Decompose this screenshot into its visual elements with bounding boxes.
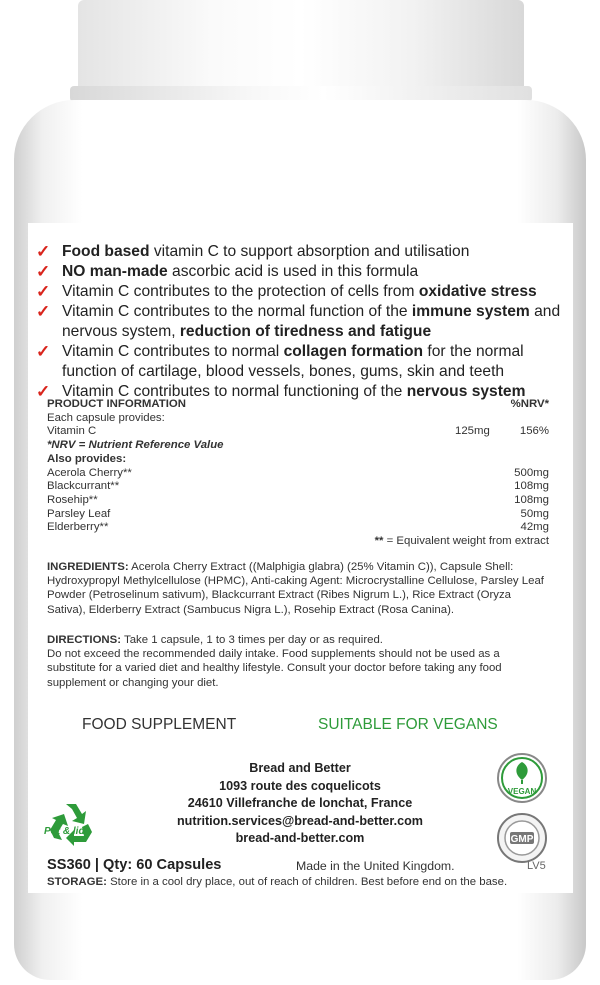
storage-info: STORAGE: Store in a cool dry place, out of reach of children. Best before end on the base.: [47, 876, 508, 888]
company-address: Bread and Better 1093 route des coquelicots 24610 Villefranche de lonchat, France nutrition.services@bread-and-better.com bread-and-better.com: [176, 761, 424, 845]
gmp-badge-icon: [496, 812, 548, 864]
nrv-heading: %NRV*: [510, 398, 549, 410]
benefit-item: ✓ Vitamin C contributes to normal functioning of the nervous system: [36, 382, 526, 401]
nutrient-row: Acerola Cherry** 500mg: [47, 466, 549, 479]
nutrient-row: Blackcurrant** 108mg: [47, 480, 549, 493]
nutrient-row: Parsley Leaf 50mg: [47, 507, 549, 520]
recycle-icon: [46, 800, 96, 850]
check-icon: ✓: [36, 342, 51, 361]
pi-heading: PRODUCT INFORMATION: [47, 398, 186, 410]
check-icon: ✓: [36, 302, 51, 321]
benefit-item: ✓ Vitamin C contributes to the protection of cells from oxidative stress: [36, 282, 537, 301]
made-in: Made in the United Kingdom.: [296, 859, 455, 873]
pi-each: Each capsule provides:: [47, 411, 165, 424]
directions: DIRECTIONS: Take 1 capsule, 1 to 3 times per day or as required. Do not exceed the recommended daily intake. Food supplements should not be used as a substitute for a varied diet and healthy lifestyle. Consult your doctor before taking any food supplement or changing your diet.: [47, 634, 502, 689]
benefit-item: ✓ Food based vitamin C to support absorption and utilisation: [36, 242, 470, 261]
nutrient-row: Elderberry** 42mg: [47, 521, 549, 534]
nrv-note: *NRV = Nutrient Reference Value: [47, 439, 224, 452]
vegan-badge-icon: [496, 752, 548, 804]
suitable-vegans-label: SUITABLE FOR VEGANS: [318, 716, 498, 733]
equiv-note: ** = Equivalent weight from extract: [374, 535, 549, 548]
check-icon: ✓: [36, 262, 51, 281]
product-information: [47, 398, 549, 549]
check-icon: ✓: [36, 282, 51, 301]
vitamin-nrv: 156%: [519, 425, 549, 438]
svg-text:GMP: GMP: [510, 834, 534, 845]
lv-code: LV5: [527, 860, 546, 872]
sku-quantity: SS360 | Qty: 60 Capsules: [47, 857, 222, 873]
food-supplement-label: FOOD SUPPLEMENT: [82, 716, 237, 733]
also-provides: Also provides:: [47, 452, 127, 465]
vitamin-name: Vitamin C: [47, 425, 97, 438]
vitamin-amount: 125mg: [455, 425, 490, 438]
check-icon: ✓: [36, 382, 51, 401]
nutrient-row: Rosehip** 108mg: [47, 493, 549, 506]
ingredients: INGREDIENTS: Acerola Cherry Extract ((Malphigia glabra) (25% Vitamin C)), Capsule Shell: Hydroxypropyl Methylcellulose (HPMC), Anti-caking Agent: Microcrystalline Cellulose, Parsley Leaf Powder (Petroselinum sativum), Blackcurrant Extract (Ribes Nigrum L.), Rice Extract (Oryza Sativa), Elderberry Extract (Sambucus Nigra L.), Rosehip Extract (Rosa Canina).: [47, 561, 544, 616]
benefit-item: ✓ NO man-made ascorbic acid is used in this formula: [36, 262, 419, 281]
pot-lid-label: Pot & lid: [44, 826, 85, 837]
benefit-item: ✓ Vitamin C contributes to the normal function of the immune system and nervous system, reduction of tiredness and fatigue: [36, 302, 561, 340]
check-icon: ✓: [36, 242, 51, 261]
svg-text:VEGAN: VEGAN: [507, 787, 537, 796]
benefit-item: ✓ Vitamin C contributes to normal collagen formation for the normal function of cartilage, blood vessels, bones, gums, skin and teeth: [36, 342, 524, 380]
benefits-list: [36, 242, 566, 402]
bottle-cap: [78, 0, 524, 92]
